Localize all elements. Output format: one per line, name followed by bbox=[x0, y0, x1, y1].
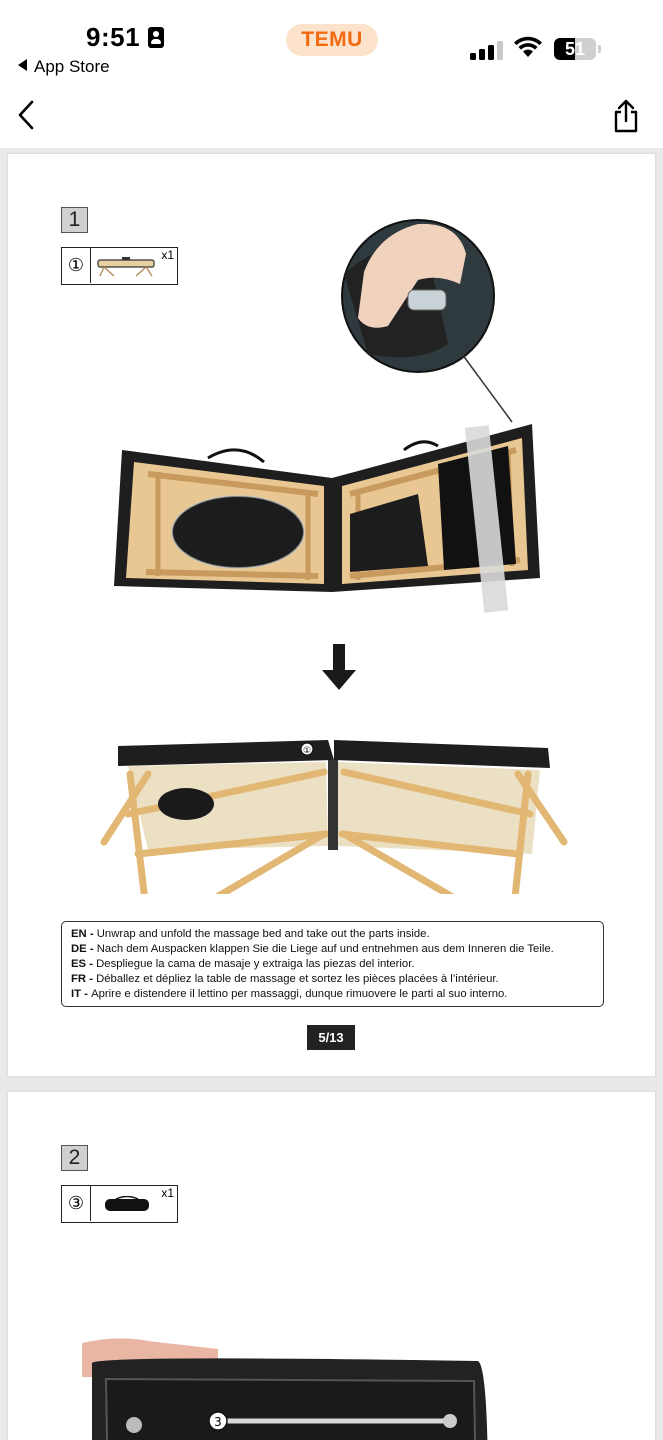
back-triangle-icon bbox=[18, 59, 27, 71]
part-quantity: x1 bbox=[161, 1186, 174, 1200]
step-number-badge: 2 bbox=[61, 1145, 88, 1171]
share-icon[interactable] bbox=[608, 98, 644, 134]
instruction-caption bbox=[61, 921, 604, 1007]
back-app-label: App Store bbox=[34, 57, 110, 76]
step-number-badge: 1 bbox=[61, 207, 88, 233]
instruction-line-es: ES - Despliegue la cama de masaje y extraiga las piezas del interior. bbox=[71, 958, 415, 970]
instruction-line-fr: FR - Déballez et dépliez la table de massage et sortez les pièces placées à l’intérieur. bbox=[71, 973, 499, 985]
battery-nub bbox=[598, 45, 601, 53]
part-quantity: x1 bbox=[161, 248, 174, 262]
battery-percent: 51 bbox=[564, 39, 586, 59]
document-viewer[interactable] bbox=[0, 148, 663, 1440]
table-top-illustration bbox=[78, 1337, 578, 1440]
battery-icon bbox=[554, 38, 596, 60]
part-number: ③ bbox=[62, 1186, 91, 1221]
instruction-line-de: DE - Nach dem Auspacken klappen Sie die Liege auf und entnehmen aus dem Inneren die Teile. bbox=[71, 943, 554, 955]
instruction-line-it: IT - Aprire e distendere il lettino per massaggi, dunque rimuovere le parti al suo interno. bbox=[71, 988, 508, 1000]
contact-card-icon bbox=[148, 27, 164, 48]
manual-page bbox=[8, 154, 655, 1076]
page-indicator: 5/13 bbox=[307, 1025, 355, 1050]
status-bar bbox=[0, 0, 663, 80]
callout-number: 3 bbox=[214, 1415, 222, 1429]
temu-brand-pill: TEMU bbox=[286, 24, 378, 56]
parts-box bbox=[61, 1185, 178, 1223]
instruction-line-en: EN - Unwrap and unfold the massage bed and take out the parts inside. bbox=[71, 928, 430, 940]
cellular-signal-icon bbox=[470, 40, 504, 60]
manual-page bbox=[8, 1092, 655, 1440]
carry-bag-thumbnail-icon bbox=[102, 1196, 152, 1214]
callout-number: ① bbox=[302, 746, 312, 756]
navigation-bar bbox=[0, 80, 663, 148]
unfold-massage-table-illustration bbox=[88, 214, 578, 894]
back-to-app-store-link[interactable] bbox=[18, 57, 110, 77]
wifi-icon bbox=[512, 35, 544, 59]
part-number: ① bbox=[62, 248, 91, 283]
chevron-left-icon[interactable] bbox=[14, 98, 40, 132]
status-time: 9:51 bbox=[86, 22, 141, 52]
